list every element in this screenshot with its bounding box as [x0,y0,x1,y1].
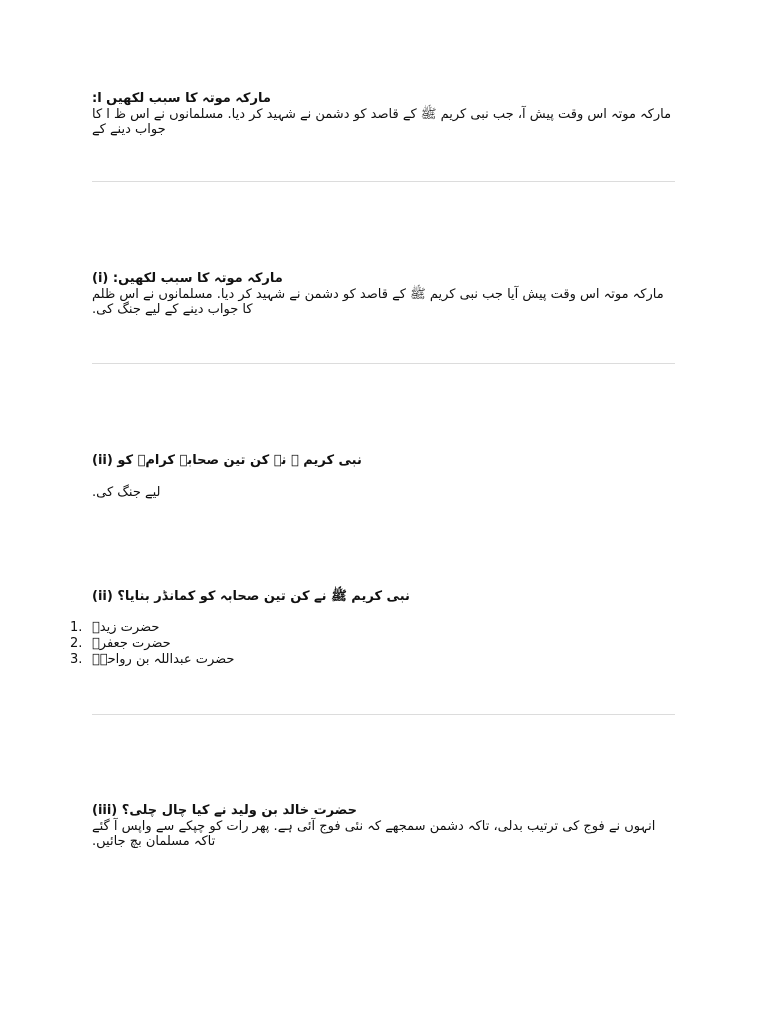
section-5-question: (iii) حضرت خالد بن ولید نے کیا چال چلی؟ [92,803,357,818]
section-3-answer: لیے جنگ کی. [92,485,161,500]
divider-3 [92,714,675,715]
section-2-question: (i) مارکہ موتہ کا سبب لکھیں: [92,271,283,286]
list-item: 3. حضرت عبداللہ بن رواحہؓ [70,652,235,667]
section-3-question: (ii) نبی کریم ﷺ نے کن تین صحابہ کرامؓ کو [92,453,362,468]
section-3-number: (ii) [92,453,113,468]
section-1-question: مارکہ موتہ کا سبب لکھیں ا: [92,91,271,106]
section-4 [92,588,676,605]
divider-2 [92,363,675,364]
section-2 [92,270,676,317]
list-item: 2. حضرت جعفرؓ [70,636,171,651]
section-4-number: (ii) [92,589,113,604]
section-5-answer: انہوں نے فوج کی ترتیب بدلی، تاکہ دشمن سمجھے کہ نئی فوج آئی ہے. پھر رات کو چپکے سے واپس آ گئے تاکہ مسلمان بچ جائیں. [92,819,656,849]
section-3 [92,452,676,500]
commander-list [70,620,235,668]
section-4-question: (ii) نبی کریم ﷺ نے کن تین صحابہ کو کمانڈر بنایا؟ [92,589,410,604]
divider-1 [92,181,675,182]
section-5 [92,802,676,849]
list-item: 1. حضرت زیدؓ [70,620,160,635]
section-1 [92,90,676,137]
section-2-number: (i) [92,271,109,286]
section-5-number: (iii) [92,803,118,818]
section-1-answer: مارکہ موتہ اس وقت پیش آ، جب نبی کریم ﷺ کے قاصد کو دشمن نے شہید کر دیا. مسلمانوں نے اس ظ ا کا جواب دینے کے [92,107,672,137]
section-2-answer: مارکہ موتہ اس وقت پیش آیا جب نبی کریم ﷺ کے قاصد کو دشمن نے شہید کر دیا. مسلمانوں نے اس ظلم کا جواب دینے کے لیے جنگ کی. [92,287,664,317]
